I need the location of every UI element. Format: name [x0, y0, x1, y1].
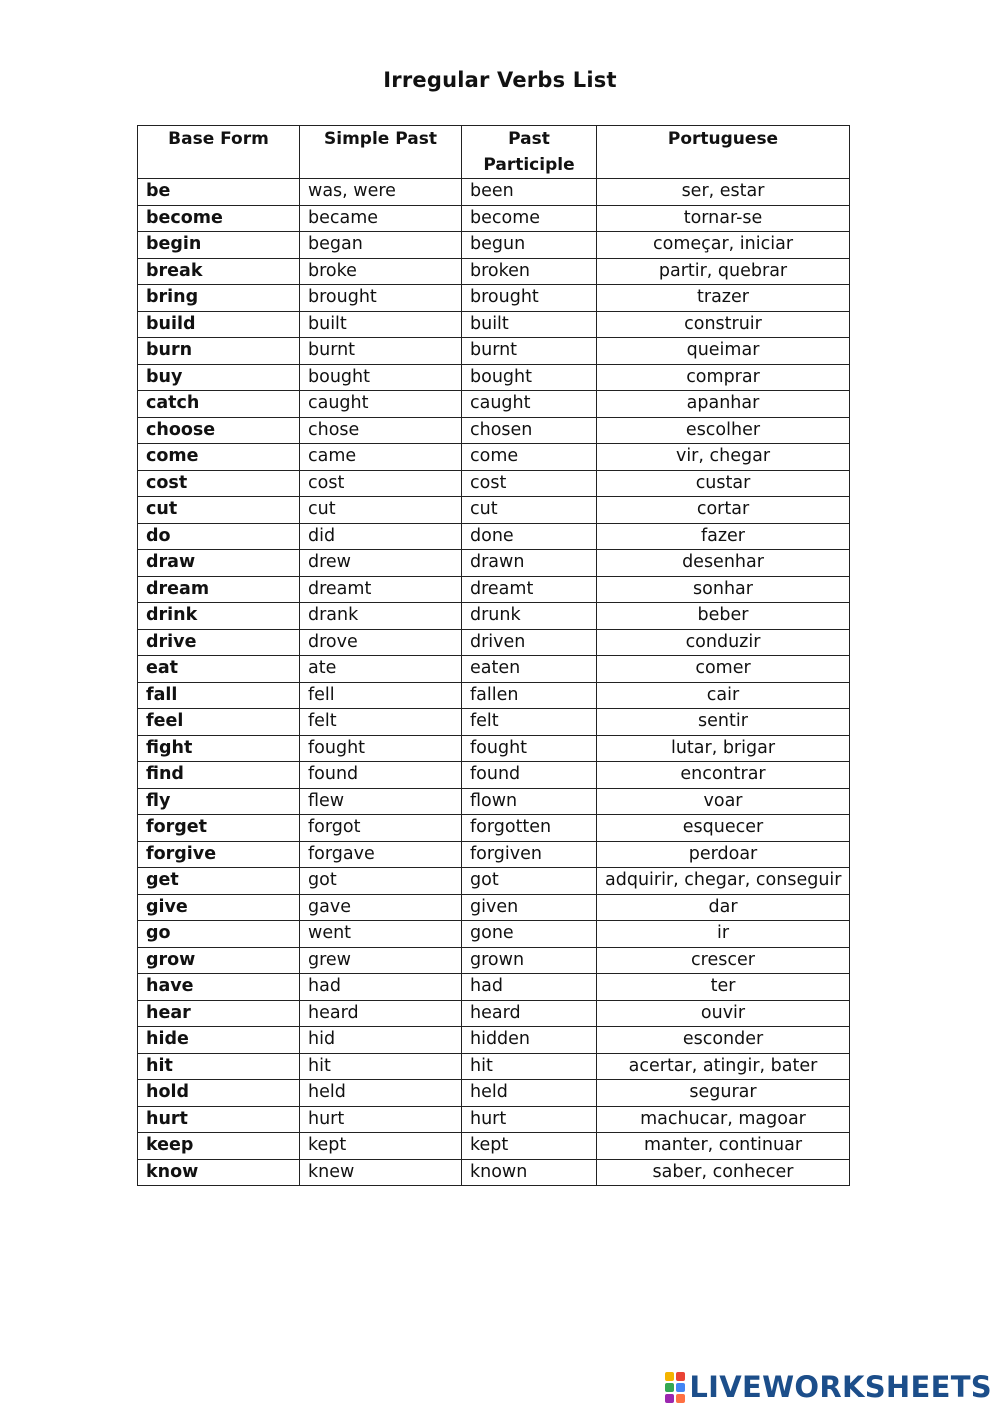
cell-portuguese: trazer: [597, 285, 850, 312]
cell-simple-past: caught: [300, 391, 462, 418]
cell-portuguese: machucar, magoar: [597, 1106, 850, 1133]
cell-past-participle: found: [462, 762, 597, 789]
cell-base-form: hide: [138, 1027, 300, 1054]
table-row: [138, 894, 850, 921]
table-row: [138, 444, 850, 471]
cell-portuguese: esquecer: [597, 815, 850, 842]
table-row: [138, 179, 850, 206]
table-row: [138, 603, 850, 630]
cell-simple-past: cut: [300, 497, 462, 524]
table-header-row: [138, 126, 850, 179]
cell-past-participle: burnt: [462, 338, 597, 365]
cell-past-participle: broken: [462, 258, 597, 285]
table-row: [138, 576, 850, 603]
cell-base-form: fight: [138, 735, 300, 762]
cell-base-form: draw: [138, 550, 300, 577]
cell-base-form: build: [138, 311, 300, 338]
cell-portuguese: acertar, atingir, bater: [597, 1053, 850, 1080]
cell-base-form: begin: [138, 232, 300, 259]
cell-simple-past: felt: [300, 709, 462, 736]
cell-past-participle: known: [462, 1159, 597, 1186]
cell-simple-past: drove: [300, 629, 462, 656]
table-row: [138, 205, 850, 232]
cell-base-form: be: [138, 179, 300, 206]
table-row: [138, 815, 850, 842]
cell-portuguese: ser, estar: [597, 179, 850, 206]
cell-base-form: forget: [138, 815, 300, 842]
cell-simple-past: got: [300, 868, 462, 895]
cell-base-form: feel: [138, 709, 300, 736]
table-row: [138, 417, 850, 444]
cell-portuguese: comer: [597, 656, 850, 683]
cell-simple-past: ate: [300, 656, 462, 683]
cell-past-participle: gone: [462, 921, 597, 948]
table-row: [138, 364, 850, 391]
header-past-participle-line1: Past: [508, 129, 550, 149]
table-row: [138, 311, 850, 338]
cell-base-form: dream: [138, 576, 300, 603]
cell-base-form: drive: [138, 629, 300, 656]
cell-base-form: go: [138, 921, 300, 948]
table-row: [138, 338, 850, 365]
page-title: Irregular Verbs List: [383, 68, 617, 92]
cell-past-participle: cut: [462, 497, 597, 524]
table-row: [138, 1133, 850, 1160]
cell-base-form: keep: [138, 1133, 300, 1160]
table-row: [138, 682, 850, 709]
cell-simple-past: hit: [300, 1053, 462, 1080]
logo-text: LIVEWORKSHEETS: [689, 1370, 992, 1404]
table-row: [138, 497, 850, 524]
cell-portuguese: manter, continuar: [597, 1133, 850, 1160]
header-simple-past: Simple Past: [300, 126, 462, 179]
cell-simple-past: forgot: [300, 815, 462, 842]
cell-base-form: break: [138, 258, 300, 285]
cell-past-participle: hurt: [462, 1106, 597, 1133]
cell-base-form: give: [138, 894, 300, 921]
cell-portuguese: começar, iniciar: [597, 232, 850, 259]
cell-past-participle: chosen: [462, 417, 597, 444]
cell-base-form: buy: [138, 364, 300, 391]
logo-mark-tile: [665, 1394, 674, 1403]
cell-past-participle: dreamt: [462, 576, 597, 603]
cell-simple-past: knew: [300, 1159, 462, 1186]
table-row: [138, 921, 850, 948]
cell-simple-past: came: [300, 444, 462, 471]
cell-base-form: come: [138, 444, 300, 471]
table-row: [138, 1106, 850, 1133]
cell-simple-past: found: [300, 762, 462, 789]
cell-portuguese: voar: [597, 788, 850, 815]
cell-base-form: hit: [138, 1053, 300, 1080]
logo-mark-tile: [665, 1383, 674, 1392]
cell-simple-past: kept: [300, 1133, 462, 1160]
cell-base-form: grow: [138, 947, 300, 974]
cell-past-participle: hidden: [462, 1027, 597, 1054]
table-row: [138, 788, 850, 815]
header-base-form: Base Form: [138, 126, 300, 179]
cell-past-participle: begun: [462, 232, 597, 259]
cell-portuguese: comprar: [597, 364, 850, 391]
cell-simple-past: fell: [300, 682, 462, 709]
cell-base-form: fly: [138, 788, 300, 815]
cell-base-form: hear: [138, 1000, 300, 1027]
table-row: [138, 523, 850, 550]
cell-portuguese: ir: [597, 921, 850, 948]
table-row: [138, 1027, 850, 1054]
cell-past-participle: heard: [462, 1000, 597, 1027]
logo-mark-tile: [676, 1372, 685, 1381]
cell-portuguese: cortar: [597, 497, 850, 524]
cell-base-form: choose: [138, 417, 300, 444]
cell-simple-past: gave: [300, 894, 462, 921]
cell-simple-past: became: [300, 205, 462, 232]
cell-past-participle: done: [462, 523, 597, 550]
cell-past-participle: hit: [462, 1053, 597, 1080]
cell-base-form: catch: [138, 391, 300, 418]
cell-simple-past: grew: [300, 947, 462, 974]
cell-base-form: know: [138, 1159, 300, 1186]
cell-past-participle: caught: [462, 391, 597, 418]
cell-portuguese: beber: [597, 603, 850, 630]
cell-simple-past: hurt: [300, 1106, 462, 1133]
cell-portuguese: encontrar: [597, 762, 850, 789]
cell-base-form: find: [138, 762, 300, 789]
cell-portuguese: cair: [597, 682, 850, 709]
liveworksheets-logo-icon: [665, 1372, 685, 1403]
cell-past-participle: drunk: [462, 603, 597, 630]
header-past-participle-line2: Participle: [483, 155, 575, 175]
cell-past-participle: grown: [462, 947, 597, 974]
cell-simple-past: went: [300, 921, 462, 948]
cell-base-form: do: [138, 523, 300, 550]
cell-simple-past: hid: [300, 1027, 462, 1054]
cell-portuguese: ter: [597, 974, 850, 1001]
cell-simple-past: was, were: [300, 179, 462, 206]
table-row: [138, 656, 850, 683]
cell-past-participle: been: [462, 179, 597, 206]
cell-simple-past: built: [300, 311, 462, 338]
cell-base-form: have: [138, 974, 300, 1001]
cell-base-form: forgive: [138, 841, 300, 868]
table-row: [138, 258, 850, 285]
table-row: [138, 629, 850, 656]
header-portuguese: Portuguese: [597, 126, 850, 179]
cell-simple-past: dreamt: [300, 576, 462, 603]
verbs-table: [137, 125, 850, 1186]
cell-portuguese: vir, chegar: [597, 444, 850, 471]
cell-base-form: hurt: [138, 1106, 300, 1133]
cell-past-participle: cost: [462, 470, 597, 497]
cell-base-form: fall: [138, 682, 300, 709]
cell-past-participle: felt: [462, 709, 597, 736]
table-body: [138, 179, 850, 1186]
cell-simple-past: held: [300, 1080, 462, 1107]
cell-portuguese: queimar: [597, 338, 850, 365]
cell-portuguese: dar: [597, 894, 850, 921]
table-row: [138, 709, 850, 736]
logo-mark-tile: [676, 1383, 685, 1392]
cell-past-participle: flown: [462, 788, 597, 815]
cell-past-participle: come: [462, 444, 597, 471]
cell-portuguese: construir: [597, 311, 850, 338]
cell-simple-past: burnt: [300, 338, 462, 365]
cell-past-participle: bought: [462, 364, 597, 391]
cell-past-participle: got: [462, 868, 597, 895]
cell-past-participle: brought: [462, 285, 597, 312]
cell-base-form: hold: [138, 1080, 300, 1107]
cell-base-form: cost: [138, 470, 300, 497]
table-row: [138, 947, 850, 974]
cell-simple-past: flew: [300, 788, 462, 815]
cell-past-participle: kept: [462, 1133, 597, 1160]
cell-base-form: get: [138, 868, 300, 895]
cell-past-participle: built: [462, 311, 597, 338]
table-row: [138, 232, 850, 259]
table-row: [138, 974, 850, 1001]
table-row: [138, 1080, 850, 1107]
cell-simple-past: fought: [300, 735, 462, 762]
table-row: [138, 285, 850, 312]
cell-portuguese: escolher: [597, 417, 850, 444]
cell-portuguese: sentir: [597, 709, 850, 736]
table-row: [138, 868, 850, 895]
cell-portuguese: lutar, brigar: [597, 735, 850, 762]
cell-past-participle: forgotten: [462, 815, 597, 842]
cell-base-form: drink: [138, 603, 300, 630]
table-row: [138, 762, 850, 789]
cell-base-form: become: [138, 205, 300, 232]
cell-simple-past: chose: [300, 417, 462, 444]
logo-mark-tile: [665, 1372, 674, 1381]
cell-past-participle: become: [462, 205, 597, 232]
cell-base-form: cut: [138, 497, 300, 524]
cell-simple-past: brought: [300, 285, 462, 312]
cell-past-participle: eaten: [462, 656, 597, 683]
cell-past-participle: had: [462, 974, 597, 1001]
table-row: [138, 1000, 850, 1027]
cell-portuguese: segurar: [597, 1080, 850, 1107]
cell-simple-past: began: [300, 232, 462, 259]
cell-past-participle: forgiven: [462, 841, 597, 868]
cell-portuguese: saber, conhecer: [597, 1159, 850, 1186]
header-past-participle: [462, 126, 597, 179]
cell-past-participle: drawn: [462, 550, 597, 577]
cell-past-participle: given: [462, 894, 597, 921]
cell-portuguese: partir, quebrar: [597, 258, 850, 285]
cell-simple-past: had: [300, 974, 462, 1001]
table-row: [138, 550, 850, 577]
cell-portuguese: adquirir, chegar, conseguir: [597, 868, 850, 895]
cell-simple-past: forgave: [300, 841, 462, 868]
table-row: [138, 470, 850, 497]
cell-base-form: burn: [138, 338, 300, 365]
table-row: [138, 391, 850, 418]
cell-portuguese: perdoar: [597, 841, 850, 868]
cell-past-participle: driven: [462, 629, 597, 656]
cell-base-form: bring: [138, 285, 300, 312]
table-row: [138, 841, 850, 868]
cell-past-participle: fallen: [462, 682, 597, 709]
cell-portuguese: esconder: [597, 1027, 850, 1054]
cell-simple-past: cost: [300, 470, 462, 497]
liveworksheets-logo: [665, 1369, 992, 1405]
table-row: [138, 1053, 850, 1080]
cell-portuguese: sonhar: [597, 576, 850, 603]
cell-portuguese: crescer: [597, 947, 850, 974]
table-row: [138, 735, 850, 762]
cell-portuguese: fazer: [597, 523, 850, 550]
cell-portuguese: ouvir: [597, 1000, 850, 1027]
cell-portuguese: tornar-se: [597, 205, 850, 232]
table-row: [138, 1159, 850, 1186]
cell-portuguese: apanhar: [597, 391, 850, 418]
cell-simple-past: heard: [300, 1000, 462, 1027]
cell-portuguese: conduzir: [597, 629, 850, 656]
cell-portuguese: custar: [597, 470, 850, 497]
cell-past-participle: held: [462, 1080, 597, 1107]
cell-simple-past: did: [300, 523, 462, 550]
cell-past-participle: fought: [462, 735, 597, 762]
cell-portuguese: desenhar: [597, 550, 850, 577]
cell-base-form: eat: [138, 656, 300, 683]
cell-simple-past: drew: [300, 550, 462, 577]
cell-simple-past: broke: [300, 258, 462, 285]
cell-simple-past: bought: [300, 364, 462, 391]
cell-simple-past: drank: [300, 603, 462, 630]
logo-mark-tile: [676, 1394, 685, 1403]
